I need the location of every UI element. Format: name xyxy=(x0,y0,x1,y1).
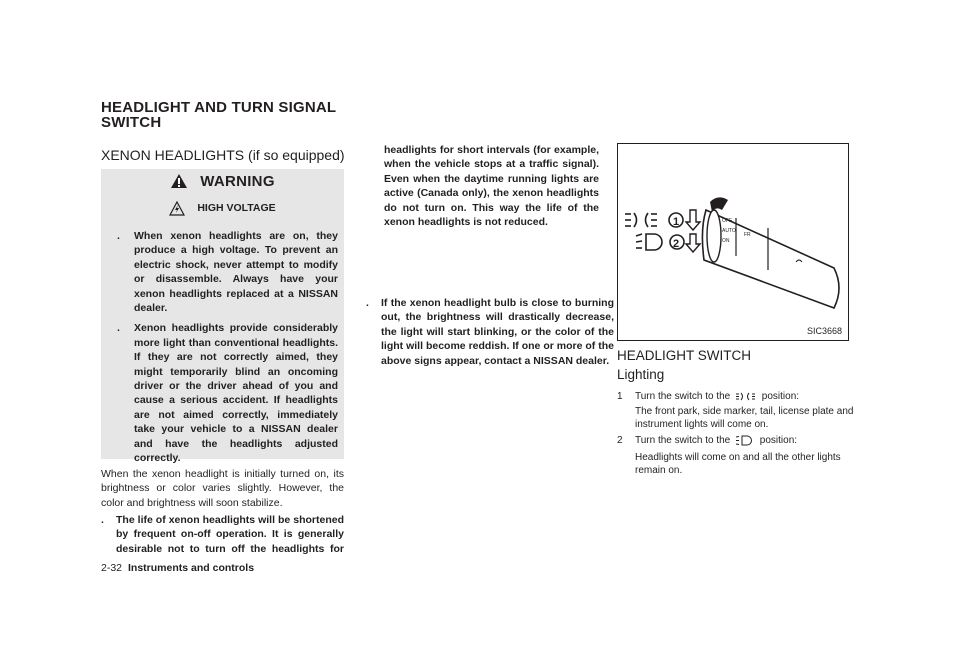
high-voltage-label: HIGH VOLTAGE xyxy=(197,202,276,214)
headlight-switch-heading: HEADLIGHT SWITCH xyxy=(617,348,752,363)
bullet-life-left: . The life of xenon headlights will be shortened by frequent on-off operation. It is generally desirable not to turn off the headlights for xyxy=(101,513,344,557)
warning-bullet: . Xenon headlights provide considerably more light than conventional headlights. If they are not correctly aimed, they might temporarily blind an oncoming driver or the driver ahead of you and cause a serious accident. If headlights are not aimed correctly, immediately take your vehicle to a NISSAN dealer and have the headlights adjusted correctly. xyxy=(117,322,338,465)
step-pre: Turn the switch to the xyxy=(635,391,731,402)
warning-triangle-icon xyxy=(170,173,188,189)
switch-figure xyxy=(617,143,849,341)
callout-1: 1 xyxy=(673,216,680,228)
page-number: 2-32 xyxy=(101,562,123,574)
callout-2: 2 xyxy=(673,238,680,250)
bullet-life-right xyxy=(384,143,599,244)
high-voltage-icon xyxy=(169,201,185,216)
headlight-switch-illustration xyxy=(618,144,848,340)
warning-header xyxy=(101,169,344,193)
headlight-icon xyxy=(736,435,754,446)
page-title: HEADLIGHT AND TURN SIGNAL SWITCH xyxy=(101,99,336,131)
warning-bullet-text: When xenon headlights are on, they produce a high voltage. To prevent an electric shock, never attempt to modify or disassemble. Always have your xenon headlights replaced at a NISSAN dealer. xyxy=(134,230,338,315)
step-post: position: xyxy=(761,391,800,402)
page-footer xyxy=(101,562,254,574)
dial-label-on: ON xyxy=(722,238,730,244)
warning-bullet: . When xenon headlights are on, they produce a high voltage. To prevent an electric shock, never attempt to modify or disassemble. Always have your xenon headlights replaced at a NISSAN dealer. xyxy=(117,230,338,315)
warning-list xyxy=(101,229,344,472)
step-pre: Turn the switch to the xyxy=(635,435,731,446)
footer-section: Instruments and controls xyxy=(128,562,255,574)
step-number: 2 xyxy=(617,435,623,446)
warning-box xyxy=(101,169,344,465)
bullet-life-continued: headlights for short intervals (for example, when the vehicle stops at a traffic signal). Even when the daytime running lights are active (Canada only), the xenon headlights do not turn on. This way the life of the xenon headlights is not reduced. xyxy=(384,144,599,229)
lighting-heading: Lighting xyxy=(617,367,665,382)
body-paragraph: When the xenon headlight is initially turned on, its brightness or color varies slightly. However, the color and brightness will soon stabilize. xyxy=(101,468,344,509)
step-instruction xyxy=(635,390,799,403)
step-1-description: The front park, side marker, tail, license plate and instrument lights will come on. xyxy=(635,406,854,430)
dial-label-auto: AUTO xyxy=(722,228,736,234)
bullet-bulb-text: If the xenon headlight bulb is close to burning out, the brightness will drastically decrease, the light will start blinking, or the color of the light will become reddish. If one or more of the above signs appear, contact a NISSAN dealer. xyxy=(381,297,614,367)
step-post: position: xyxy=(759,435,798,446)
headlight-symbol xyxy=(636,234,662,250)
high-voltage-header xyxy=(101,197,344,219)
dial-label-off: OFF xyxy=(722,218,732,224)
figure-code: SIC3668 xyxy=(806,326,842,336)
warning-bullet-text: Xenon headlights provide considerably more light than conventional headlights. If they are not correctly aimed, they might temporarily blind an oncoming driver or the driver ahead of you and cause a serious accident. If headlights are not aimed correctly, immediately take your vehicle to a NISSAN dealer and have the headlights adjusted correctly. xyxy=(134,322,338,465)
step-number: 1 xyxy=(617,391,623,402)
bullet-bulb: . If the xenon headlight bulb is close to burning out, the brightness will drastically decrease, the light will start blinking, or the color of the light will become reddish. If one or more of the above signs appear, contact a NISSAN dealer. xyxy=(366,297,614,367)
park-lights-symbol xyxy=(625,213,657,227)
step-2-description: Headlights will come on and all the other lights remain on. xyxy=(635,452,841,476)
dial-label-fr: FR xyxy=(744,232,751,238)
bullet-life-text: The life of xenon headlights will be shortened by frequent on-off operation. It is generally desirable not to turn off the headlights for xyxy=(116,514,344,555)
park-lights-icon xyxy=(736,392,756,401)
warning-label: WARNING xyxy=(200,172,275,190)
step-instruction xyxy=(635,434,797,447)
subsection-title: XENON HEADLIGHTS (if so equipped) xyxy=(101,147,345,163)
